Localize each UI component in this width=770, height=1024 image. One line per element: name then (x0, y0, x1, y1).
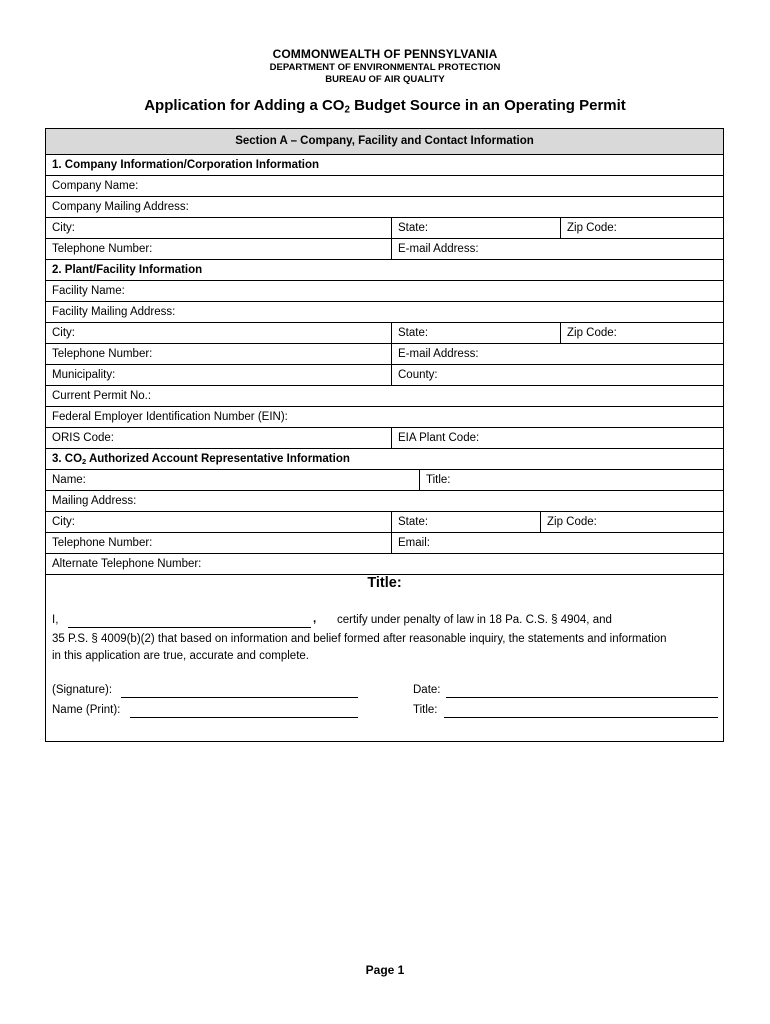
facility-phone-row (46, 344, 723, 365)
title-label: Title: (413, 704, 438, 716)
agency-name: COMMONWEALTH OF PENNSYLVANIA (272, 47, 498, 61)
company-zip-field[interactable]: Zip Code: (560, 218, 723, 238)
oris-code-field[interactable]: ORIS Code: (52, 432, 114, 444)
section-a-header: Section A – Company, Facility and Contact Information (46, 129, 723, 155)
rep-alt-phone-label: Alternate Telephone Number: (52, 558, 202, 570)
rep-email-field[interactable]: Email: (391, 533, 723, 553)
date-label: Date: (413, 684, 441, 696)
page-number: Page 1 (365, 963, 405, 977)
company-phone-row (46, 239, 723, 260)
company-phone-field[interactable]: Telephone Number: (52, 243, 153, 255)
facility-info-heading-label: 2. Plant/Facility Information (52, 264, 203, 276)
document-title: Application for Adding a $CO_2$ Budget Source in an Operating Permit (144, 97, 626, 116)
facility-mailing-row[interactable] (46, 302, 723, 323)
cert-i-label: I, (52, 614, 59, 626)
representative-heading-label: 3. CO2 Authorized Account Representative Information (52, 453, 350, 466)
facility-name-label: Facility Name: (52, 285, 125, 297)
rep-name-field[interactable]: Name: (52, 474, 86, 486)
rep-zip-field[interactable]: Zip Code: (540, 512, 723, 532)
ein-row[interactable] (46, 407, 723, 428)
company-email-field[interactable]: E-mail Address: (391, 239, 723, 259)
rep-city-row (46, 512, 723, 533)
company-info-heading-label: 1. Company Information/Corporation Information (52, 159, 320, 171)
representative-heading (46, 449, 723, 470)
facility-zip-field[interactable]: Zip Code: (560, 323, 723, 343)
eia-plant-code-field[interactable]: EIA Plant Code: (391, 428, 723, 448)
cert-line-3: in this application are true, accurate and complete. (52, 650, 309, 662)
title-line[interactable] (444, 716, 718, 718)
official-name-line[interactable] (68, 626, 311, 628)
rep-mailing-label: Mailing Address: (52, 495, 137, 507)
rep-state-field[interactable]: State: (391, 512, 540, 532)
company-mailing-row[interactable] (46, 197, 723, 218)
facility-state-field[interactable]: State: (391, 323, 560, 343)
rep-mailing-row[interactable] (46, 491, 723, 512)
permit-number-row[interactable] (46, 386, 723, 407)
bureau-name: BUREAU OF AIR QUALITY (325, 74, 445, 85)
facility-municipality-field[interactable]: Municipality: (52, 369, 116, 381)
facility-municipality-row (46, 365, 723, 386)
facility-city-field[interactable]: City: (52, 327, 75, 339)
company-name-row[interactable] (46, 176, 723, 197)
facility-name-row[interactable] (46, 281, 723, 302)
facility-phone-field[interactable]: Telephone Number: (52, 348, 153, 360)
facility-city-row (46, 323, 723, 344)
cert-line-1: certify under penalty of law in 18 Pa. C.S. § 4904, and (337, 614, 612, 626)
rep-phone-row (46, 533, 723, 554)
cert-comma: , (313, 613, 317, 625)
facility-email-field[interactable]: E-mail Address: (391, 344, 723, 364)
signature-label: (Signature): (52, 684, 113, 696)
company-name-label: Company Name: (52, 180, 139, 192)
rep-alt-phone-row[interactable] (46, 554, 723, 575)
company-info-heading (46, 155, 723, 176)
rep-name-row (46, 470, 723, 491)
rep-phone-field[interactable]: Telephone Number: (52, 537, 153, 549)
date-line[interactable] (446, 696, 718, 698)
cert-line-2: 35 P.S. § 4009(b)(2) that based on information and belief formed after reasonable inquiry, the statements and information (52, 633, 667, 645)
rep-city-field[interactable]: City: (52, 516, 75, 528)
company-city-row (46, 218, 723, 239)
signature-line[interactable] (121, 696, 358, 698)
facility-info-heading (46, 260, 723, 281)
company-mailing-label: Company Mailing Address: (52, 201, 189, 213)
certification-title: Title: (367, 575, 402, 591)
company-state-field[interactable]: State: (391, 218, 560, 238)
ein-label: Federal Employer Identification Number (EIN): (52, 411, 288, 423)
application-form (45, 128, 724, 742)
facility-mailing-label: Facility Mailing Address: (52, 306, 176, 318)
rep-title-field[interactable]: Title: (419, 470, 723, 490)
facility-county-field[interactable]: County: (391, 365, 723, 385)
oris-row (46, 428, 723, 449)
company-city-field[interactable]: City: (52, 222, 75, 234)
name-print-label: Name (Print): (52, 704, 121, 716)
permit-number-label: Current Permit No.: (52, 390, 152, 402)
department-name: DEPARTMENT OF ENVIRONMENTAL PROTECTION (269, 62, 501, 73)
name-print-line[interactable] (130, 716, 358, 718)
